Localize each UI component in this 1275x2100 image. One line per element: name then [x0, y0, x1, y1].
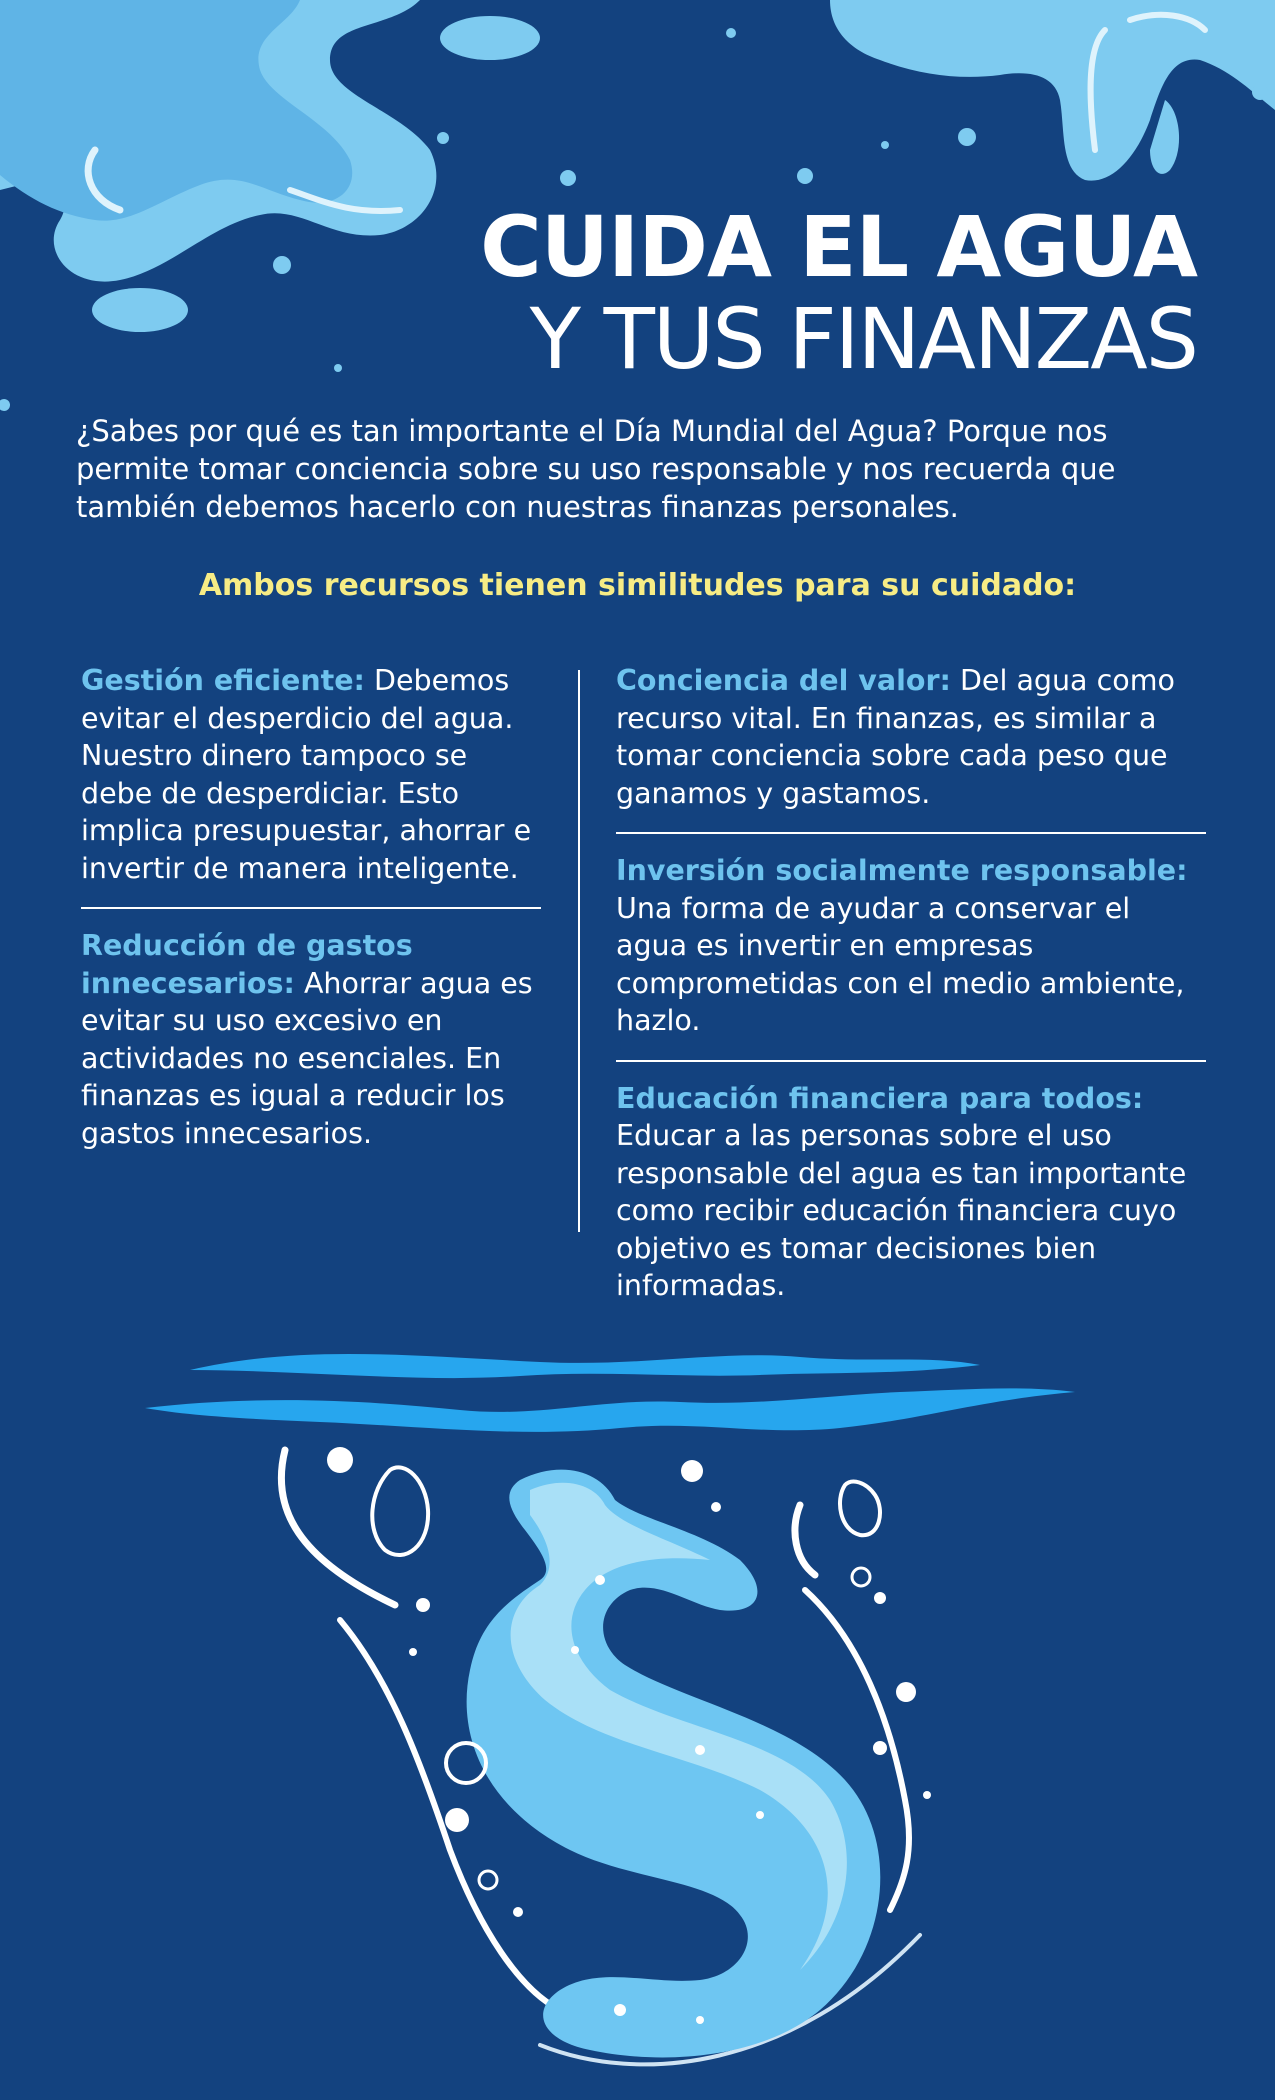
item-reduccion-gastos	[81, 927, 541, 1152]
item-educacion-financiera	[616, 1080, 1206, 1305]
title-line-1: CUIDA EL AGUA	[480, 198, 1197, 296]
dollar-sign-icon	[467, 1470, 881, 2058]
item-label: Gestión eficiente:	[81, 664, 365, 697]
page-title	[480, 198, 1197, 388]
divider	[616, 1060, 1206, 1062]
item-text: Educar a las personas sobre el uso responsable del agua es tan importante como recibir educación financiera cuyo objetivo es tomar decisiones bien informadas.	[616, 1119, 1187, 1302]
item-label: Reducción de gastos innecesarios:	[81, 929, 413, 1000]
item-text: Del agua como recurso vital. En finanzas, es similar a tomar conciencia sobre cada peso que ganamos y gastamos.	[616, 664, 1175, 810]
item-label: Conciencia del valor:	[616, 664, 951, 697]
water-splash-icon	[830, 0, 1275, 181]
title-line-2: Y TUS FINANZAS	[529, 290, 1197, 388]
intro-paragraph: ¿Sabes por qué es tan importante el Día Mundial del Agua? Porque nos permite tomar conciencia sobre su uso responsable y nos recuerda que también debemos hacerlo con nuestras finanzas personales.	[76, 414, 1116, 524]
item-inversion-responsable	[616, 852, 1206, 1040]
item-text: Ahorrar agua es evitar su uso excesivo en actividades no esenciales. En finanzas es igual a reducir los gastos innecesarios.	[81, 966, 533, 1150]
section-subheading: Ambos recursos tienen similitudes para su cuidado:	[198, 568, 1077, 603]
item-text: Debemos evitar el desperdicio del agua. Nuestro dinero tampoco se debe de desperdiciar. Esto implica presupuestar, ahorrar e invertir de manera inteligente.	[81, 664, 532, 885]
item-conciencia-valor	[616, 662, 1206, 812]
right-column	[616, 662, 1206, 1305]
item-label: Inversión socialmente responsable:	[616, 854, 1188, 887]
item-label: Educación financiera para todos:	[616, 1081, 1144, 1115]
divider	[616, 832, 1206, 834]
item-text: Una forma de ayudar a conservar el agua es invertir en empresas comprometidas con el medio ambiente, hazlo.	[616, 891, 1185, 1037]
item-gestion-eficiente	[81, 662, 541, 887]
water-wave-icon	[145, 1354, 1075, 1432]
left-column	[81, 662, 541, 1152]
divider	[81, 907, 541, 909]
column-divider	[578, 670, 580, 1232]
